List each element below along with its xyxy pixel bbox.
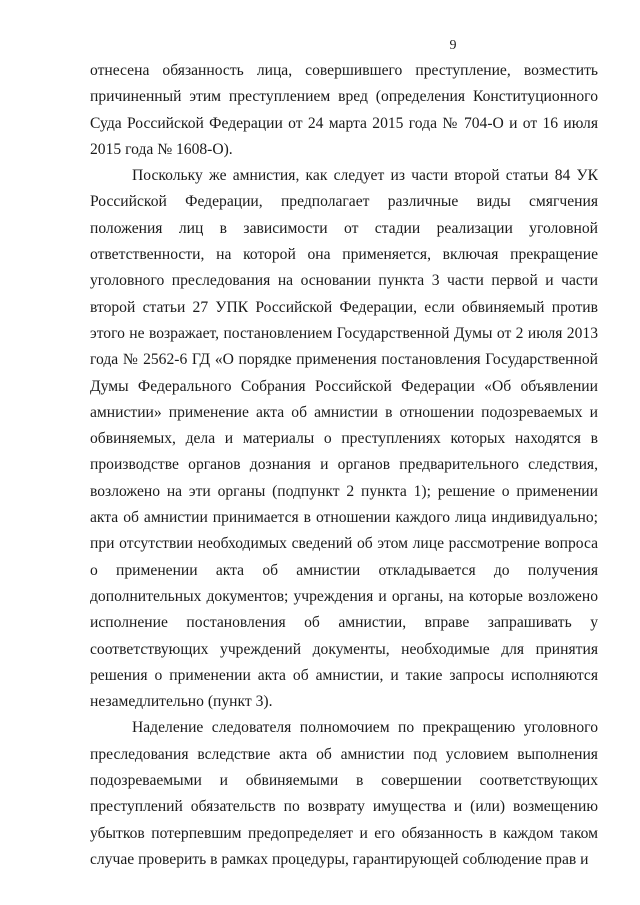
document-body: [90, 58, 598, 873]
paragraph-investigator-powers: Наделение следователя полномочием по прекращению уголовного преследования вследствие акта об амнистии под условием выполнения подозреваемыми и обвиняемыми в совершении соответствующих преступлений обязательств по возврату имущества и (или) возмещению убытков потерпевшим предопределяет и его обязанность в каждом таком случае проверить в рамках процедуры, гарантирующей соблюдение прав и: [90, 719, 598, 868]
page-number: 9: [449, 38, 457, 53]
paragraph-amnesty-application: Поскольку же амнистия, как следует из части второй статьи 84 УК Российской Федерации, предполагает различные виды смягчения положения лиц в зависимости от стадии реализации уголовной ответственности, на которой она применяется, включая прекращение уголовного преследования на основании пункта 3 части первой и части второй статьи 27 УПК Российской Федерации, если обвиняемый против этого не возражает, постановлением Государственной Думы от 2 июля 2013 года № 2562-6 ГД «О порядке применения постановления Государственной Думы Федерального Собрания Российской Федерации «Об объявлении амнистии» применение акта об амнистии в отношении подозреваемых и обвиняемых, дела и материалы о преступлениях которых находятся в производстве органов дознания и органов предварительного следствия, возложено на эти органы (подпункт 2 пункта 1); решение о применении акта об амнистии принимается в отношении каждого лица индивидуально; при отсутствии необходимых сведений об этом лице рассмотрение вопроса о применении акта об амнистии откладывается до получения дополнительных документов; учреждения и органы, на которые возложено исполнение постановления об амнистии, вправе запрашивать у соответствующих учреждений документы, необходимые для принятия решения о применении акта об амнистии, и такие запросы исполняются незамедлительно (пункт 3).: [90, 167, 598, 711]
paragraph-continuation: отнесена обязанность лица, совершившего преступление, возместить причиненный этим преступлением вред (определения Конституционного Суда Российской Федерации от 24 марта 2015 года № 704-О и от 16 июля 2015 года № 1608-О).: [90, 62, 598, 158]
